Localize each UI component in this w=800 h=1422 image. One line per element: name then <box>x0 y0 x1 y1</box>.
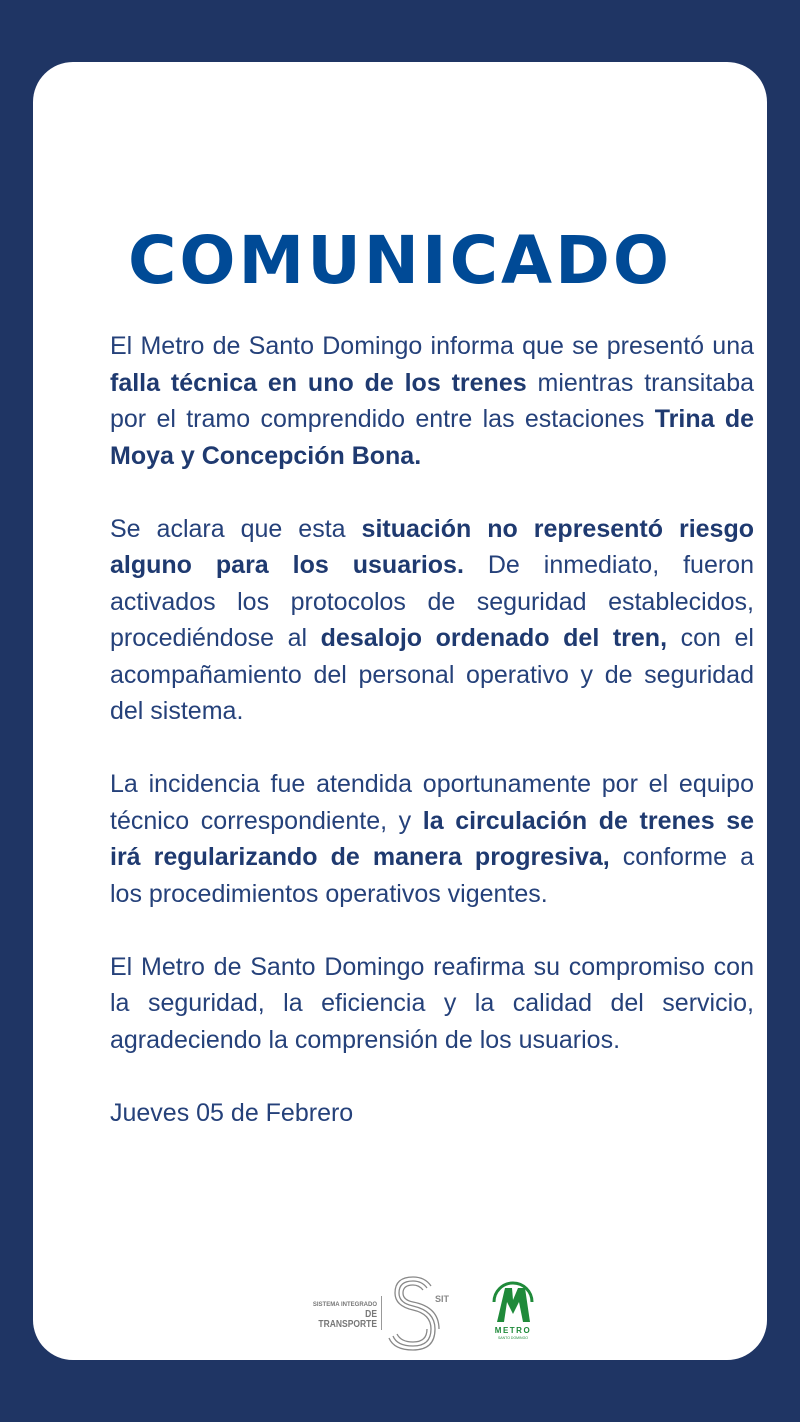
metro-logo-name: METRO <box>494 1326 532 1335</box>
svg-text:SIT: SIT <box>435 1294 450 1304</box>
notice-card <box>33 62 767 1360</box>
notice-paragraph <box>110 949 754 1059</box>
text-segment: conforme a los procedimientos operativos vigentes. <box>110 843 754 908</box>
text-segment: Se aclara que esta <box>110 514 362 543</box>
notice-date: Jueves 05 de Febrero <box>110 1098 354 1127</box>
notice-paragraph <box>110 766 754 912</box>
text-segment: con el acompañamiento del personal operativo y de seguridad del sistema. <box>110 624 754 725</box>
metro-logo-sub: SANTO DOMINGO <box>497 1336 529 1340</box>
bold-text-segment: situación no representó riesgo alguno para los usuarios. <box>110 514 754 579</box>
notice-paragraph <box>110 328 754 474</box>
text-segment: El Metro de Santo Domingo informa que se presentó una <box>110 332 754 360</box>
metro-logo-icon <box>488 1272 538 1342</box>
notice-paragraph <box>110 511 754 730</box>
text-segment: El Metro de Santo Domingo reafirma su compromiso con la seguridad, la eficiencia y la calidad del servicio, agradeciendo la comprensión de los usuarios. <box>110 952 754 1054</box>
bold-text-segment: Trina de Moya y Concepción Bona. <box>110 405 754 470</box>
text-segment: mientras transitaba por el tramo comprendido entre las estaciones <box>110 368 755 433</box>
sit-logo-icon <box>387 1272 450 1352</box>
sit-logo-text <box>303 1300 377 1330</box>
footer-logos <box>303 1272 543 1352</box>
sit-line1: SISTEMA INTEGRADO <box>312 1302 377 1308</box>
logo-divider <box>381 1296 382 1330</box>
text-segment: De inmediato, fueron activados los protocolos de seguridad establecidos, procediéndose al <box>110 551 754 652</box>
bold-text-segment: la circulación de trenes se irá regularizando de manera progresiva, <box>110 806 755 871</box>
bold-text-segment: desalojo ordenado del tren, <box>320 624 668 652</box>
sit-line2: DE TRANSPORTE <box>318 1309 377 1330</box>
notice-body <box>110 328 754 1131</box>
bold-text-segment: falla técnica en uno de los trenes <box>110 368 527 397</box>
page-title: COMUNICADO <box>127 222 672 299</box>
text-segment: La incidencia fue atendida oportunamente por el equipo técnico correspondiente, y <box>110 770 754 835</box>
